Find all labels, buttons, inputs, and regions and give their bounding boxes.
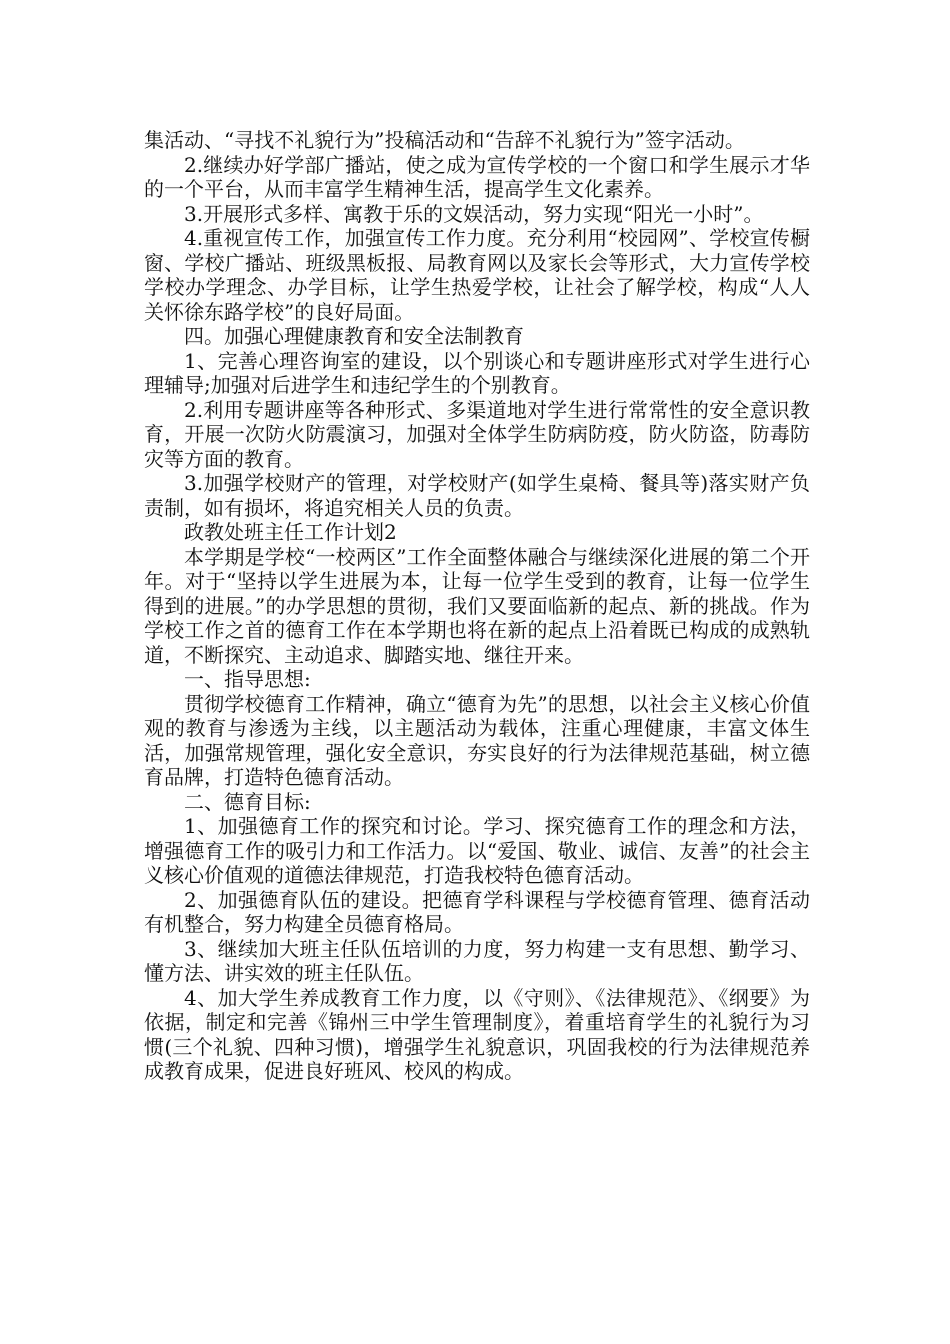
paragraph: 1、完善心理咨询室的建设，以个别谈心和专题讲座形式对学生进行心理辅导;加强对后进学生和违纪学生的个别教育。 — [144, 348, 810, 397]
section-title: 政教处班主任工作计划2 — [184, 520, 397, 544]
paragraph: 集活动、“寻找不礼貌行为”投稿活动和“告辞不礼貌行为”签字活动。 — [144, 128, 745, 152]
paragraph: 2、加强德育队伍的建设。把德育学科课程与学校德育管理、德育活动有机整合，努力构建全员德育格局。 — [144, 887, 810, 936]
paragraph: 3、继续加大班主任队伍培训的力度，努力构建一支有思想、勤学习、懂方法、讲实效的班主任队伍。 — [144, 936, 810, 985]
section-heading: 二、德育目标: — [184, 789, 311, 814]
paragraph: 2.利用专题讲座等各种形式、多渠道地对学生进行常常性的安全意识教育，开展一次防火防震演习，加强对全体学生防病防疫，防火防盗，防毒防灾等方面的教育。 — [144, 397, 810, 471]
paragraph: 4.重视宣传工作，加强宣传工作力度。充分利用“校园网”、学校宣传橱窗、学校广播站、班级黑板报、局教育网以及家长会等形式，大力宣传学校学校办学理念、办学目标，让学生热爱学校，让社会了解学校，构成“人人关怀徐东路学校”的良好局面。 — [144, 226, 810, 324]
paragraph: 3.加强学校财产的管理，对学校财产(如学生桌椅、餐具等)落实财产负责制，如有损坏，将追究相关人员的负责。 — [144, 471, 810, 520]
paragraph: 1、加强德育工作的探究和讨论。学习、探究德育工作的理念和方法，增强德育工作的吸引力和工作活力。以“爱国、敬业、诚信、友善”的社会主义核心价值观的道德法律规范，打造我校特色德育活动。 — [144, 814, 810, 887]
section-heading: 一、指导思想: — [184, 667, 311, 691]
paragraph: 3.开展形式多样、寓教于乐的文娱活动，努力实现“阳光一小时”。 — [184, 201, 764, 226]
document-page — [144, 128, 810, 1084]
paragraph: 4、加大学生养成教育工作力度，以《守则》、《法律规范》、《纲要》为依据，制定和完善《锦州三中学生管理制度》，着重培育学生的礼貌行为习惯(三个礼貌、四种习惯)，增强学生礼貌意识，巩固我校的行为法律规范养成教育成果，促进良好班风、校风的构成。 — [144, 985, 810, 1083]
paragraph: 贯彻学校德育工作精神，确立“德育为先”的思想，以社会主义核心价值观的教育与渗透为主线，以主题活动为载体，注重心理健康，丰富文体生活，加强常规管理，强化安全意识，夯实良好的行为法律规范基础，树立德育品牌，打造特色德育活动。 — [144, 691, 810, 789]
paragraph: 本学期是学校“一校两区”工作全面整体融合与继续深化进展的第二个开年。对于“坚持以学生进展为本，让每一位学生受到的教育，让每一位学生得到的进展。”的办学思想的贯彻，我们又要面临新的起点、新的挑战。作为学校工作之首的德育工作在本学期也将在新的起点上沿着既已构成的成熟轨道，不断探究、主动追求、脚踏实地、继往开来。 — [144, 544, 810, 667]
paragraph: 2.继续办好学部广播站，使之成为宣传学校的一个窗口和学生展示才华的一个平台，从而丰富学生精神生活，提高学生文化素养。 — [144, 152, 810, 201]
section-heading: 四。加强心理健康教育和安全法制教育 — [184, 324, 524, 348]
